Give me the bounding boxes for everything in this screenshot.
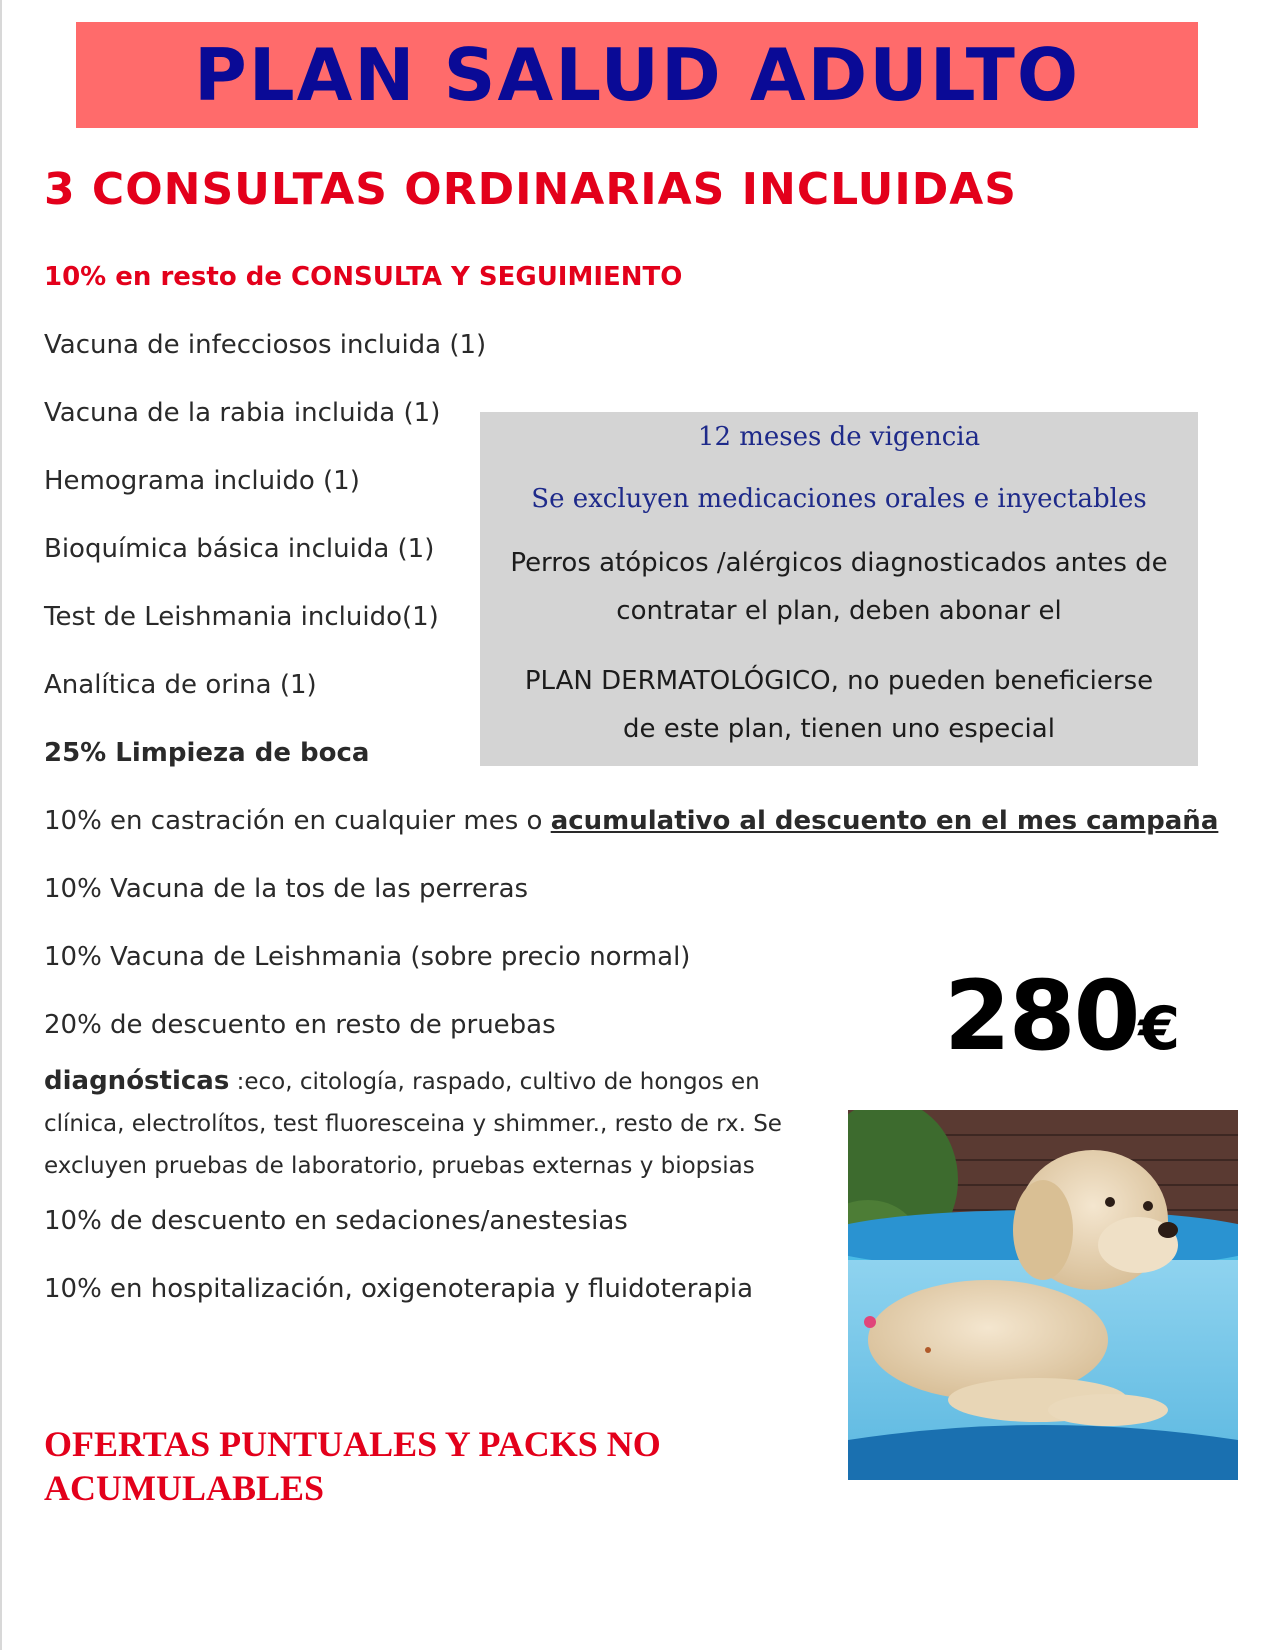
- atopicos-line-2: contratar el plan, deben abonar el: [616, 596, 1062, 626]
- page-edge-rule: [0, 0, 2, 1650]
- item-tos: 10% Vacuna de la tos de las perreras: [44, 874, 529, 904]
- price-currency: €: [1138, 994, 1179, 1064]
- item-rabia: Vacuna de la rabia incluida (1): [44, 398, 441, 428]
- offers-note: OFERTAS PUNTUALES Y PACKS NO ACUMULABLES: [44, 1424, 661, 1508]
- item-bioquimica: Bioquímica básica incluida (1): [44, 534, 435, 564]
- item-infecciosos: Vacuna de infecciosos incluida (1): [44, 330, 487, 360]
- item-orina: Analítica de orina (1): [44, 670, 317, 700]
- item-castracion: [44, 806, 1218, 836]
- item-leishmania-test: Test de Leishmania incluido(1): [44, 602, 439, 632]
- dermatologico-line-1: PLAN DERMATOLÓGICO, no pueden beneficierse: [524, 666, 1154, 696]
- price: [944, 960, 1178, 1072]
- dog-photo: [848, 1110, 1238, 1480]
- vigencia-text: 12 meses de vigencia: [697, 422, 981, 452]
- item-diagnosticas: [44, 1060, 824, 1187]
- title-banner: [76, 22, 1198, 128]
- diagnosticas-detail: :eco, citología, raspado, cultivo de hongos en clínica, electrolítos, test fluoresceina y shimmer., resto de rx. Se excluyen pruebas de laboratorio, pruebas externas y biopsias: [44, 1069, 782, 1179]
- castracion-underlined: acumulativo al descuento en el mes campaña: [550, 806, 1219, 836]
- item-leishmania-vacuna: 10% Vacuna de Leishmania (sobre precio normal): [44, 942, 691, 972]
- item-pruebas: 20% de descuento en resto de pruebas: [44, 1010, 556, 1040]
- item-consulta: 10% en resto de CONSULTA Y SEGUIMIENTO: [44, 262, 683, 292]
- atopicos-line-1: Perros atópicos /alérgicos diagnosticados antes de: [510, 548, 1168, 578]
- price-amount: 280: [944, 960, 1139, 1072]
- item-hemograma: Hemograma incluido (1): [44, 466, 360, 496]
- dermatologico-line-2: de este plan, tienen uno especial: [623, 714, 1055, 744]
- item-hospitalizacion: 10% en hospitalización, oxigenoterapia y fluidoterapia: [44, 1274, 753, 1304]
- castracion-text: 10% en castración en cualquier mes o: [44, 806, 551, 836]
- item-sedaciones: 10% de descuento en sedaciones/anestesias: [44, 1206, 628, 1236]
- dog-in-pool-image: [848, 1110, 1238, 1480]
- page-title: PLAN SALUD ADULTO: [193, 33, 1081, 117]
- diagnosticas-bold: diagnósticas: [44, 1066, 230, 1096]
- subtitle: 3 CONSULTAS ORDINARIAS INCLUIDAS: [44, 164, 1017, 215]
- item-limpieza: 25% Limpieza de boca: [44, 738, 370, 768]
- excluyen-text: Se excluyen medicaciones orales e inyectables: [531, 484, 1147, 514]
- info-box: [480, 412, 1198, 766]
